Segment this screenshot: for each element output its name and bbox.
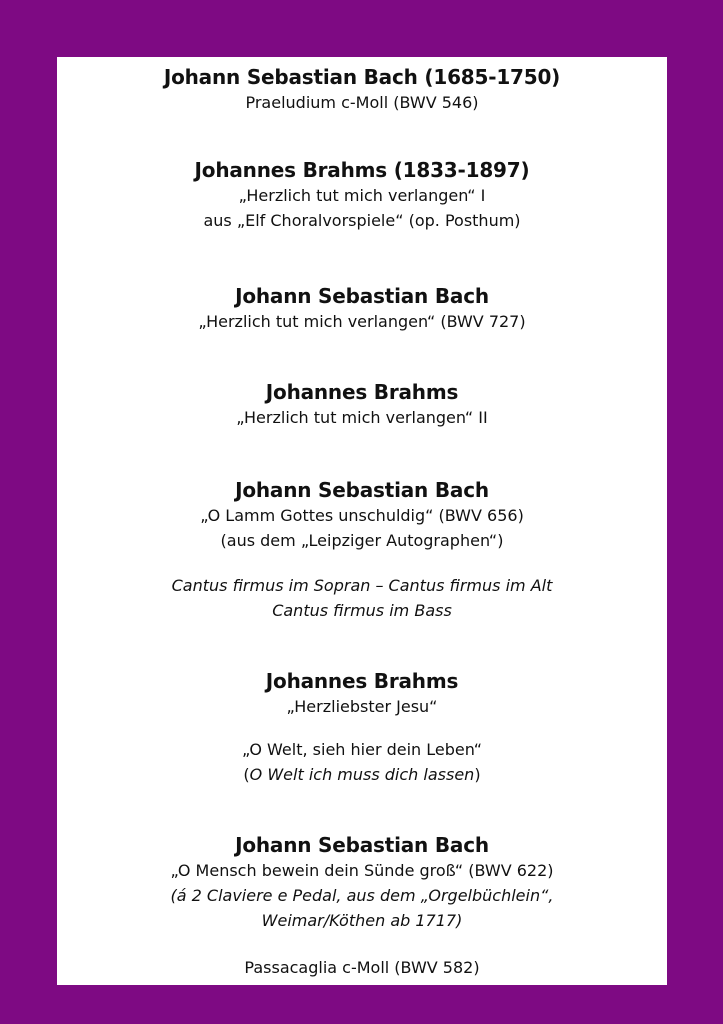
piece-source: aus „Elf Choralvorspiele“ (op. Posthum) — [203, 211, 521, 230]
paren-close: ) — [474, 765, 481, 784]
program-item-5 — [57, 477, 667, 553]
performance-note: (á 2 Claviere e Pedal, aus dem „Orgelbüchlein“, — [170, 886, 554, 905]
program-page — [57, 57, 667, 985]
program-item-5-notes — [57, 573, 667, 623]
program-item-2 — [57, 157, 667, 233]
piece-title: „O Lamm Gottes unschuldig“ (BWV 656) — [200, 506, 524, 525]
piece-title: „Herzlich tut mich verlangen“ II — [236, 408, 488, 427]
performance-note: Weimar/Köthen ab 1717) — [261, 911, 463, 930]
program-item-6b — [57, 737, 667, 787]
piece-alt-title — [57, 762, 667, 787]
composer-heading: Johann Sebastian Bach — [235, 478, 489, 502]
piece-title: „Herzlich tut mich verlangen“ (BWV 727) — [198, 312, 526, 331]
performance-note: Cantus firmus im Bass — [272, 601, 452, 620]
piece-title: „Herzlich tut mich verlangen“ I — [238, 186, 486, 205]
piece-alt-title-text: O Welt ich muss dich lassen — [249, 765, 475, 784]
piece-title: Praeludium c-Moll (BWV 546) — [245, 93, 479, 112]
piece-title: „O Welt, sieh hier dein Leben“ — [241, 740, 483, 759]
composer-heading: Johann Sebastian Bach (1685-1750) — [163, 65, 561, 89]
performance-note: Cantus firmus im Sopran – Cantus firmus im Alt — [171, 576, 553, 595]
composer-heading: Johannes Brahms (1833-1897) — [194, 158, 530, 182]
composer-heading: Johann Sebastian Bach — [235, 833, 489, 857]
composer-heading: Johannes Brahms — [265, 380, 459, 404]
program-item-1 — [57, 64, 667, 115]
program-item-8 — [57, 955, 667, 980]
program-item-7 — [57, 832, 667, 933]
composer-heading: Johannes Brahms — [265, 669, 459, 693]
program-item-3 — [57, 283, 667, 334]
piece-title: Passacaglia c-Moll (BWV 582) — [244, 958, 480, 977]
piece-title: „Herzliebster Jesu“ — [286, 697, 438, 716]
piece-source: (aus dem „Leipziger Autographen“) — [220, 531, 504, 550]
paren-open: ( — [243, 765, 250, 784]
composer-heading: Johann Sebastian Bach — [235, 284, 489, 308]
program-item-4 — [57, 379, 667, 430]
program-item-6 — [57, 668, 667, 719]
piece-title: „O Mensch bewein dein Sünde groß“ (BWV 622) — [170, 861, 554, 880]
